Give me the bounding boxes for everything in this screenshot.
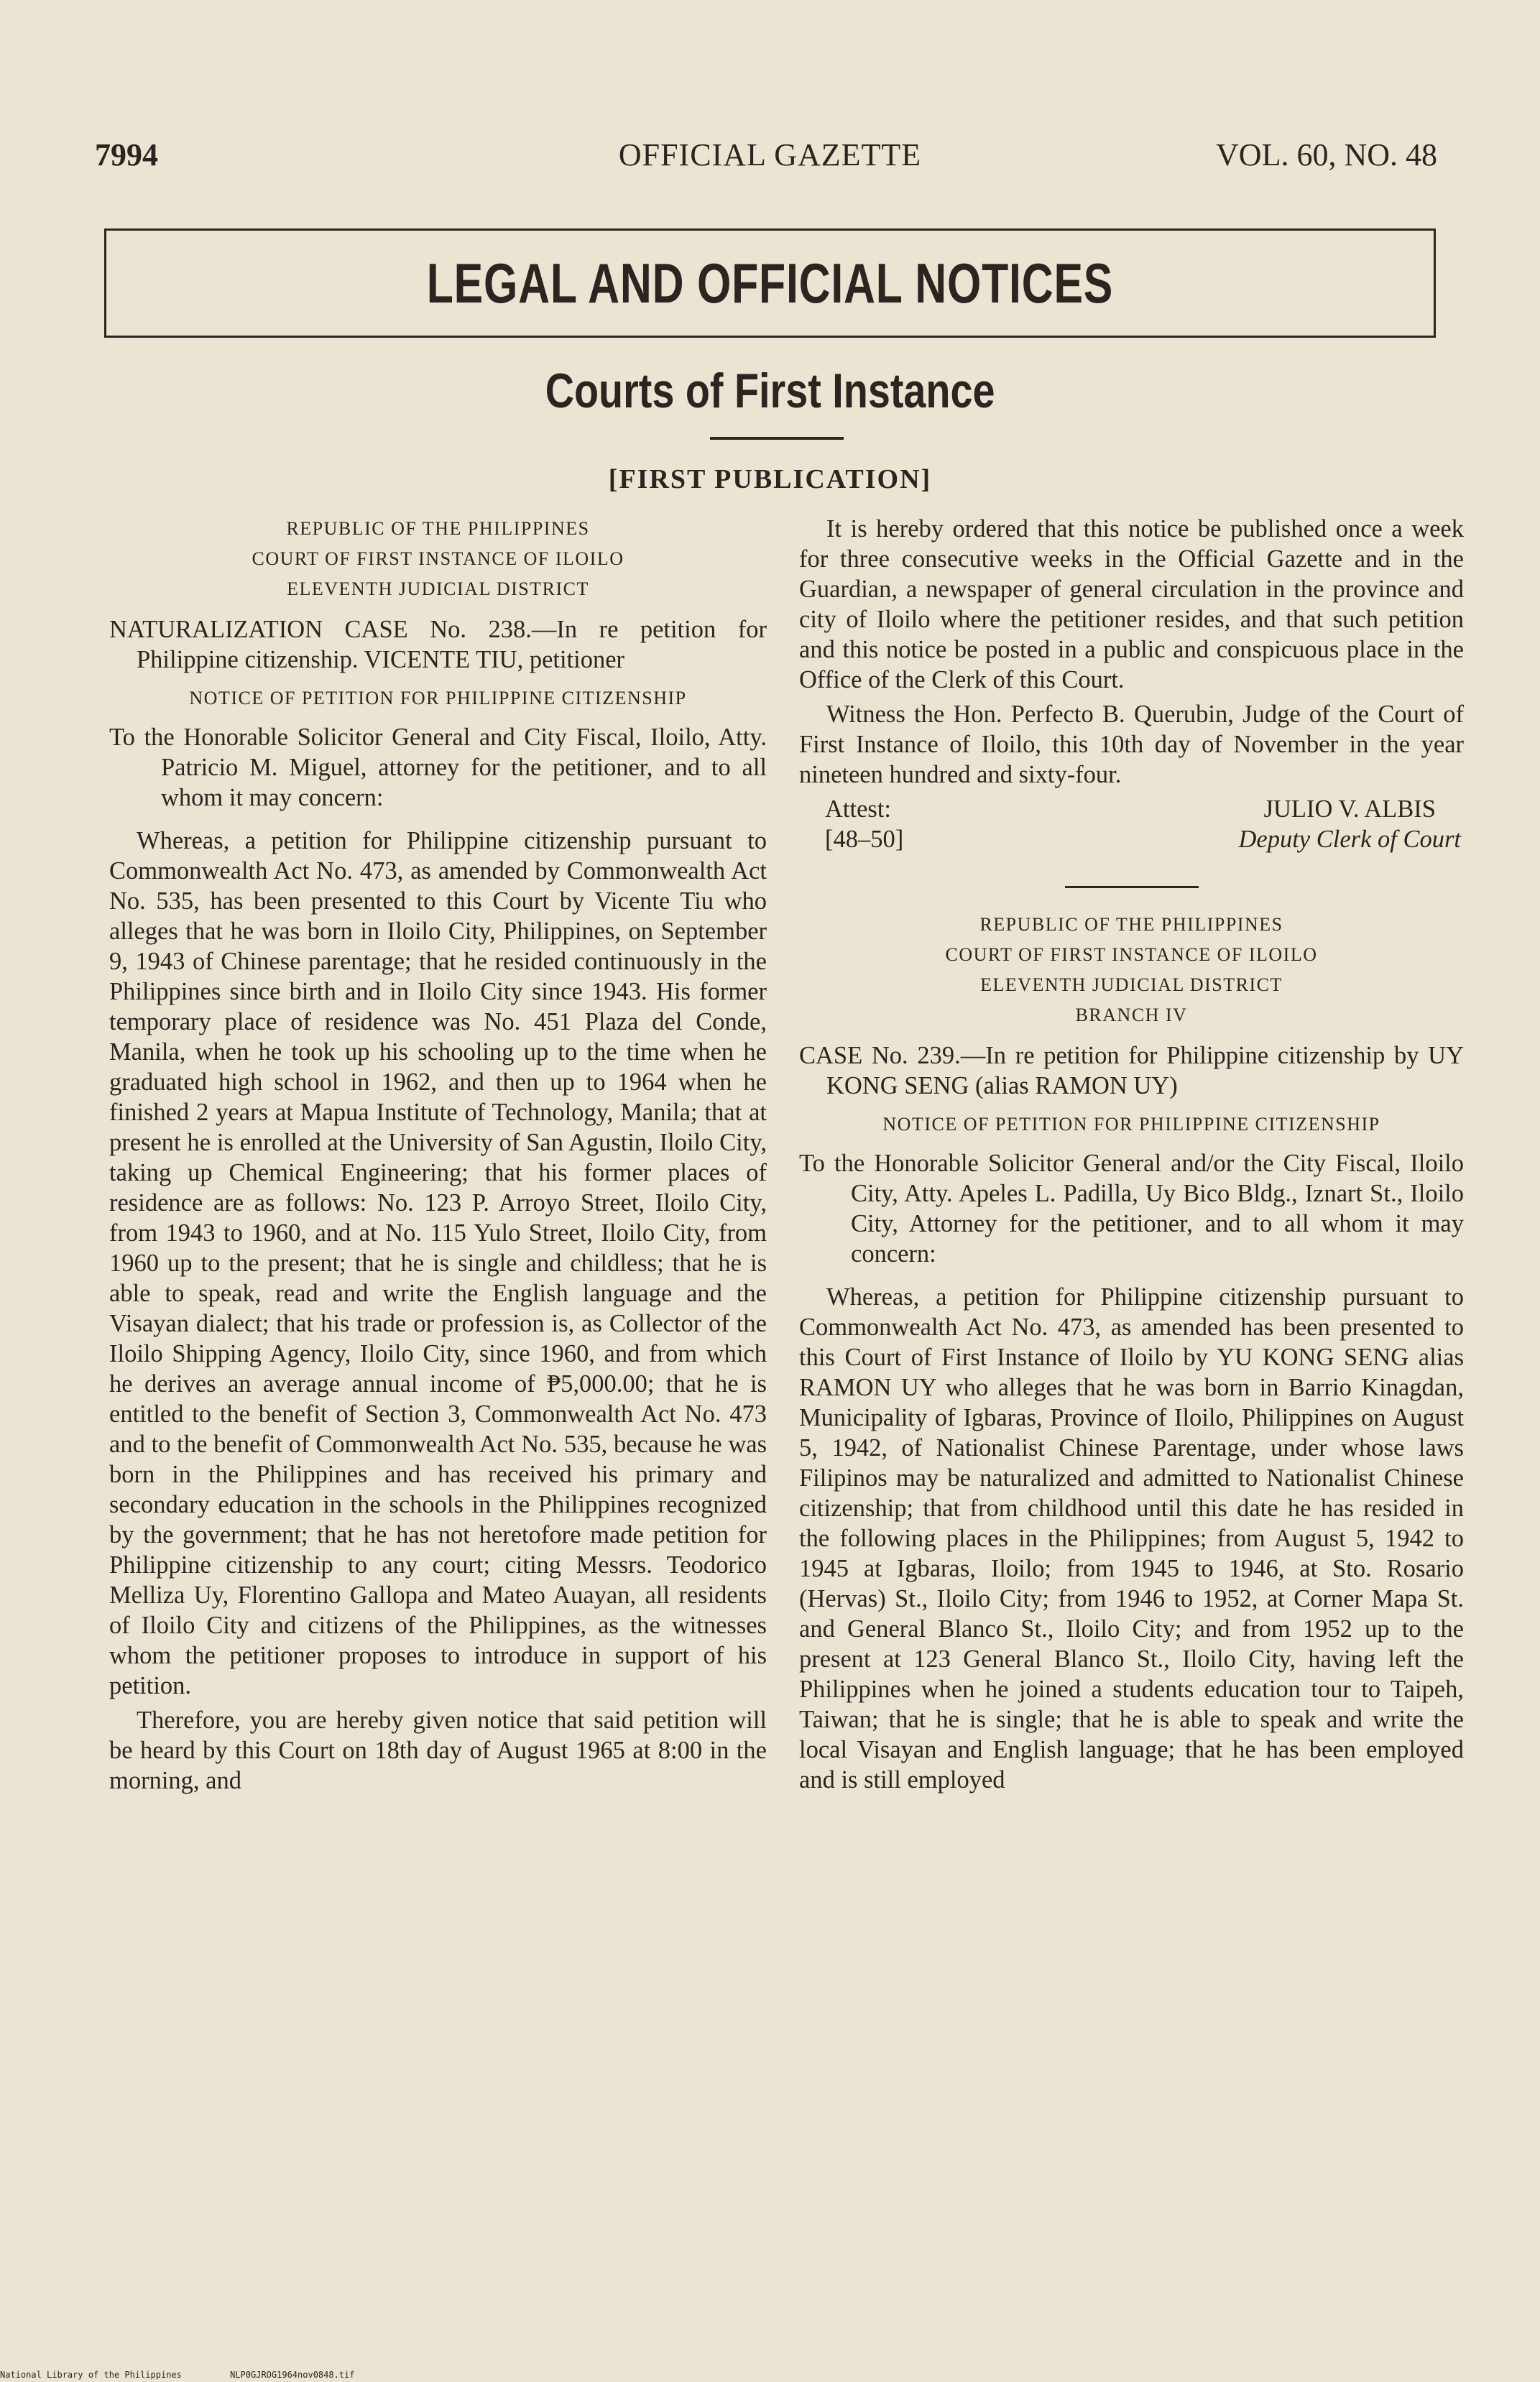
subsection-heading — [0, 363, 1540, 419]
section-title: LEGAL AND OFFICIAL NOTICES — [426, 251, 1114, 315]
page-header — [0, 137, 1540, 187]
scan-footer — [0, 2370, 398, 2380]
publication-order: It is hereby ordered that this notice be published once a week for three consecutive weeks in the Official Gazette and in the Guardian, a newspaper of general circulation in the province and city of Iloilo where the petitioner resides, and that such petition and this notice be posted in a public and conspicuous place in the Office of the Clerk of this Court. — [799, 515, 1464, 693]
court-line: COURT OF FIRST INSTANCE OF ILOILO — [252, 548, 624, 569]
left-column — [109, 514, 767, 1796]
notice-heading: NOTICE OF PETITION FOR PHILIPPINE CITIZENSHIP — [882, 1114, 1380, 1135]
library-credit: National Library of the Philippines — [0, 2370, 182, 2380]
signatory-name: JULIO V. ALBIS — [1263, 795, 1436, 823]
signatory-title: Deputy Clerk of Court — [1238, 826, 1461, 853]
court-heading — [799, 910, 1464, 1030]
right-column — [799, 514, 1464, 1795]
witness-clause: Witness the Hon. Perfecto B. Querubin, Judge of the Court of First Instance of Iloilo, this 10th day of November in the year nineteen hundred and sixty-four. — [799, 701, 1464, 788]
attest-left — [825, 794, 903, 854]
heading-divider — [710, 437, 844, 440]
section-title-box — [104, 228, 1436, 338]
subsection-title: Courts of First Instance — [545, 364, 995, 418]
gazette-title: OFFICIAL GAZETTE — [618, 137, 922, 172]
court-line: REPUBLIC OF THE PHILIPPINES — [286, 518, 590, 539]
notice-heading: NOTICE OF PETITION FOR PHILIPPINE CITIZENSHIP — [189, 688, 687, 708]
court-line: COURT OF FIRST INSTANCE OF ILOILO — [945, 944, 1318, 965]
court-heading — [109, 514, 767, 604]
page-number: 7994 — [95, 137, 158, 172]
court-line: ELEVENTH JUDICIAL DISTRICT — [980, 974, 1283, 995]
hearing-notice: Therefore, you are hereby given notice that said petition will be heard by this Court on 18th day of August 1965 at 8:00 in the morning, and — [109, 1707, 767, 1794]
court-line: BRANCH IV — [1075, 1005, 1188, 1025]
issue-reference: [48–50] — [825, 826, 904, 853]
court-line: ELEVENTH JUDICIAL DISTRICT — [287, 578, 589, 599]
notice-divider — [1065, 886, 1199, 888]
signature-block — [1238, 794, 1461, 854]
publication-label: [FIRST PUBLICATION] — [608, 464, 932, 494]
petition-body: Whereas, a petition for Philippine citizenship pursuant to Commonwealth Act No. 473, as amended has been presented to this Court of First Instance of Iloilo by YU KONG SENG alias RAMON UY who alleges that he was born in Barrio Kinagdan, Municipality of Igbaras, Province of Iloilo, Philippines on August 5, 1942, of Nationalist Chinese Parentage, under whose laws Filipinos may be naturalized and admitted to Nationalist Chinese citizenship; that from childhood until this date he has resided in the following places in the Philippines; from August 5, 1942 to 1945 at Igbaras, Iloilo; from 1945 to 1946, at Sto. Rosario (Hervas) St., Iloilo City; from 1946 to 1952, at Corner Mapa St. and General Blanco St., Iloilo City; and from 1952 up to the present at 123 General Blanco St., Iloilo City, having left the Philippines when he joined a students education tour to Taipeh, Taiwan; that he is single; that he is able to speak and write the local Visayan and English language; that he has been employed and is still employed — [799, 1283, 1464, 1794]
attestation — [799, 794, 1464, 854]
petition-body: Whereas, a petition for Philippine citizenship pursuant to Commonwealth Act No. 473, as amended by Commonwealth Act No. 535, has been presented to this Court by Vicente Tiu who alleges that he was born in Iloilo City, Philippines, on September 9, 1943 of Chinese parentage; that he resided continuously in the Philippines since birth and in Iloilo City since 1943. His former temporary place of residence was No. 451 Plaza del Conde, Manila, when he took up his schooling up to the time when he graduated high school in 1962, and then up to 1964 when he finished 2 years at Mapua Institute of Technology, Manila; that at present he is enrolled at the University of San Agustin, Iloilo City, taking up Chemical Engineering; that his former places of residence are as follows: No. 123 P. Arroyo Street, Iloilo City, from 1943 to 1960, and at No. 115 Yulo Street, Iloilo City, from 1960 up to the present; that he is single and childless; that he is able to speak, read and write the English language and the Visayan dialect; that his trade or profession is, as Collector of the Iloilo Shipping Agency, Iloilo City, since 1960, and from which he derives an average annual income of ₱5,000.00; that he is entitled to the benefit of Section 3, Commonwealth Act No. 473 and to the benefit of Commonwealth Act No. 535, because he was born in the Philippines and has received his primary and secondary education in the schools in the Philippines recognized by the government; that he has not heretofore made petition for Philippine citizenship to any court; citing Messrs. Teodorico Melliza Uy, Florentino Gallopa and Mateo Auayan, all residents of Iloilo City and citizens of the Philippines, as the witnesses whom the petitioner proposes to introduce in support of his petition. — [109, 827, 767, 1699]
case-caption: CASE No. 239.—In re petition for Philippine citizenship by UY KONG SENG (alias RAMON UY) — [799, 1042, 1464, 1099]
case-caption: NATURALIZATION CASE No. 238.—In re petition for Philippine citizenship. VICENTE TIU, petitioner — [109, 616, 767, 673]
file-id: NLP0GJROG1964nov0848.tif — [230, 2370, 355, 2380]
court-line: REPUBLIC OF THE PHILIPPINES — [979, 914, 1283, 935]
addressee: To the Honorable Solicitor General and City Fiscal, Iloilo, Atty. Patricio M. Miguel, attorney for the petitioner, and to all whom it may concern: — [109, 724, 767, 811]
attest-label: Attest: — [825, 795, 891, 823]
volume-number: VOL. 60, NO. 48 — [1216, 137, 1437, 172]
addressee: To the Honorable Solicitor General and/or the City Fiscal, Iloilo City, Atty. Apeles L. Padilla, Uy Bico Bldg., Iznart St., Iloilo City, Attorney for the petitioner, and to all whom it may concern: — [799, 1150, 1464, 1268]
